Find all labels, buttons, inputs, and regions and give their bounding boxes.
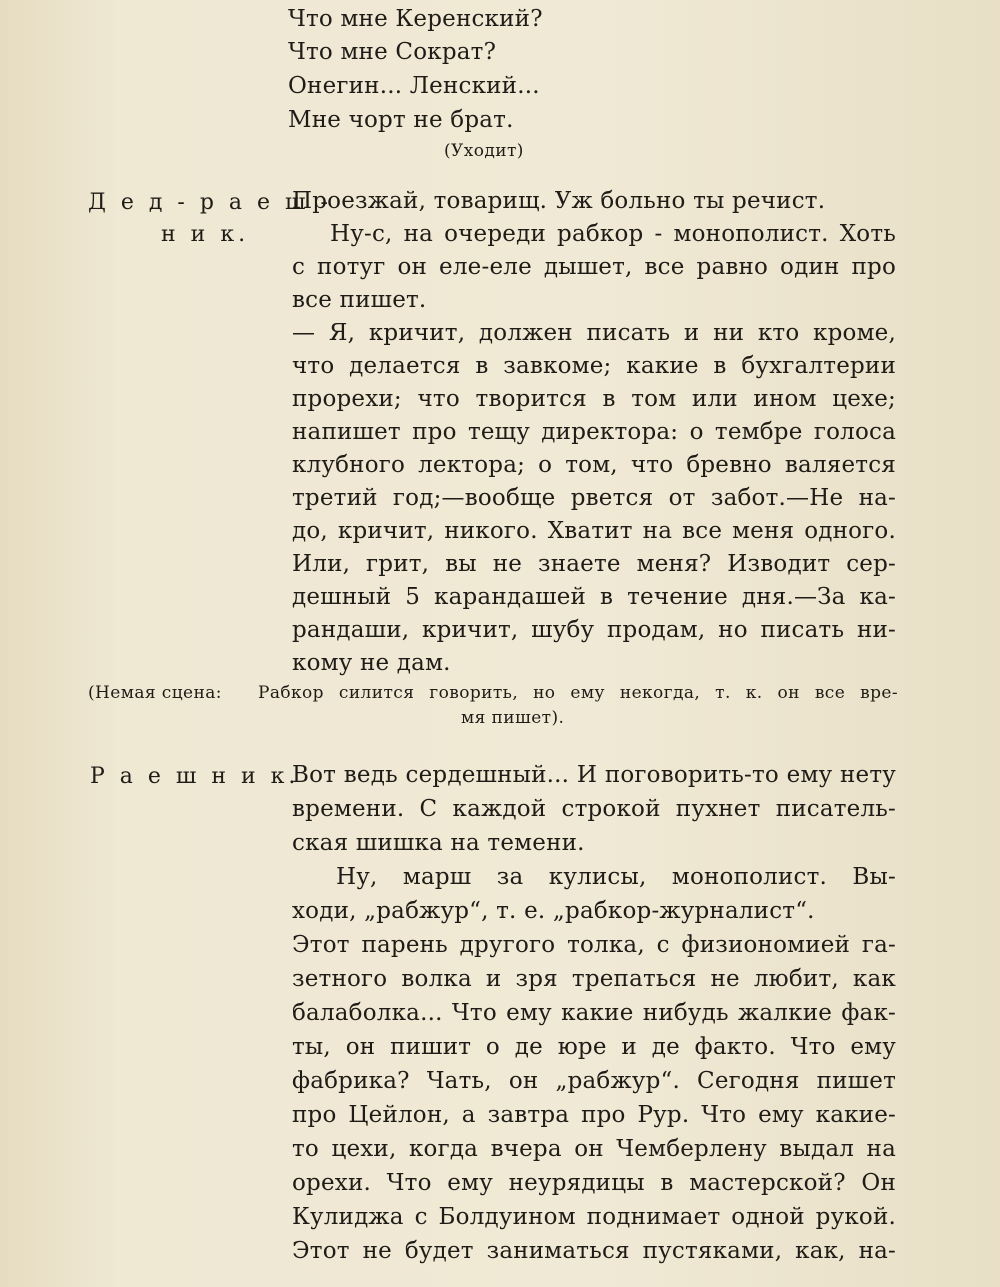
speech-line: Проезжай, товарищ. Уж больно ты речист. xyxy=(292,188,826,214)
stage-direction-label: (Немая сцена: xyxy=(88,683,222,703)
speech-line: третий год;—вообще рвется от забот.—Не на- xyxy=(292,485,896,511)
speech-line: Ну, марш за кулисы, монополист. Вы- xyxy=(336,864,896,890)
speech-line: Вот ведь сердешный... И поговорить-то ему нету xyxy=(292,762,896,788)
speech-line: что делается в завкоме; какие в бухгалтерии xyxy=(292,353,896,379)
verse-line: Мне чорт не брат. xyxy=(288,107,514,133)
speech-line: Ну-с, на очереди рабкор - монополист. Хоть xyxy=(330,221,896,247)
speech-line: зетного волка и зря трепаться не любит, как xyxy=(292,966,896,992)
speech-line: кому не дам. xyxy=(292,650,451,676)
stage-direction-exit: (Уходит) xyxy=(444,141,524,161)
speech-line: Или, грит, вы не знаете меня? Изводит сер- xyxy=(292,551,896,577)
speech-line: орехи. Что ему неурядицы в мастерской? Он xyxy=(292,1170,896,1196)
speaker-name: н и к. xyxy=(161,222,250,247)
speech-line: все пишет. xyxy=(292,287,427,313)
speech-line: — Я, кричит, должен писать и ни кто кроме, xyxy=(292,320,896,346)
speech-line: то цехи, когда вчера он Чемберлену выдал на xyxy=(292,1136,896,1162)
speech-line: про Цейлон, а завтра про Рур. Что ему какие- xyxy=(292,1102,896,1128)
speech-line: клубного лектора; о том, что бревно валяется xyxy=(292,452,896,478)
stage-direction-text: мя пишет). xyxy=(461,708,565,728)
speech-line: прорехи; что творится в том или ином цехе; xyxy=(292,386,896,412)
speech-line: Кулиджа с Болдуином поднимает одной рукой. xyxy=(292,1204,896,1230)
speech-line: времени. С каждой строкой пухнет писатель- xyxy=(292,796,896,822)
speech-line: ходи, „рабжур“, т. е. „рабкор-журналист“. xyxy=(292,898,815,924)
speech-line: фабрика? Чать, он „рабжур“. Сегодня пишет xyxy=(292,1068,896,1094)
speech-line: Этот парень другого толка, с физиономией га- xyxy=(292,932,896,958)
speech-line: до, кричит, никого. Хватит на все меня одного. xyxy=(292,518,896,544)
speech-line: рандаши, кричит, шубу продам, но писать ни- xyxy=(292,617,896,643)
speech-line: ты, он пишит о де юре и де факто. Что ему xyxy=(292,1034,896,1060)
verse-line: Онегин... Ленский... xyxy=(288,73,540,99)
speech-line: дешный 5 карандашей в течение дня.—За ка- xyxy=(292,584,896,610)
speaker-name: Р а е ш н и к. xyxy=(90,764,300,789)
speech-line: Этот не будет заниматься пустяками, как, на- xyxy=(292,1238,896,1264)
verse-line: Что мне Сократ? xyxy=(288,39,497,65)
speaker-name: Д е д - р а е ш - xyxy=(88,190,332,215)
speech-line: балаболка... Что ему какие нибудь жалкие фак- xyxy=(292,1000,896,1026)
speech-line: с потуг он еле-еле дышет, все равно один про xyxy=(292,254,896,280)
stage-direction-text: Рабкор силится говорить, но ему некогда, т. к. он все вре- xyxy=(258,683,898,703)
speech-line: ская шишка на темени. xyxy=(292,830,585,856)
speech-line: напишет про тещу директора: о тембре голоса xyxy=(292,419,896,445)
verse-line: Что мне Керенский? xyxy=(288,6,543,32)
